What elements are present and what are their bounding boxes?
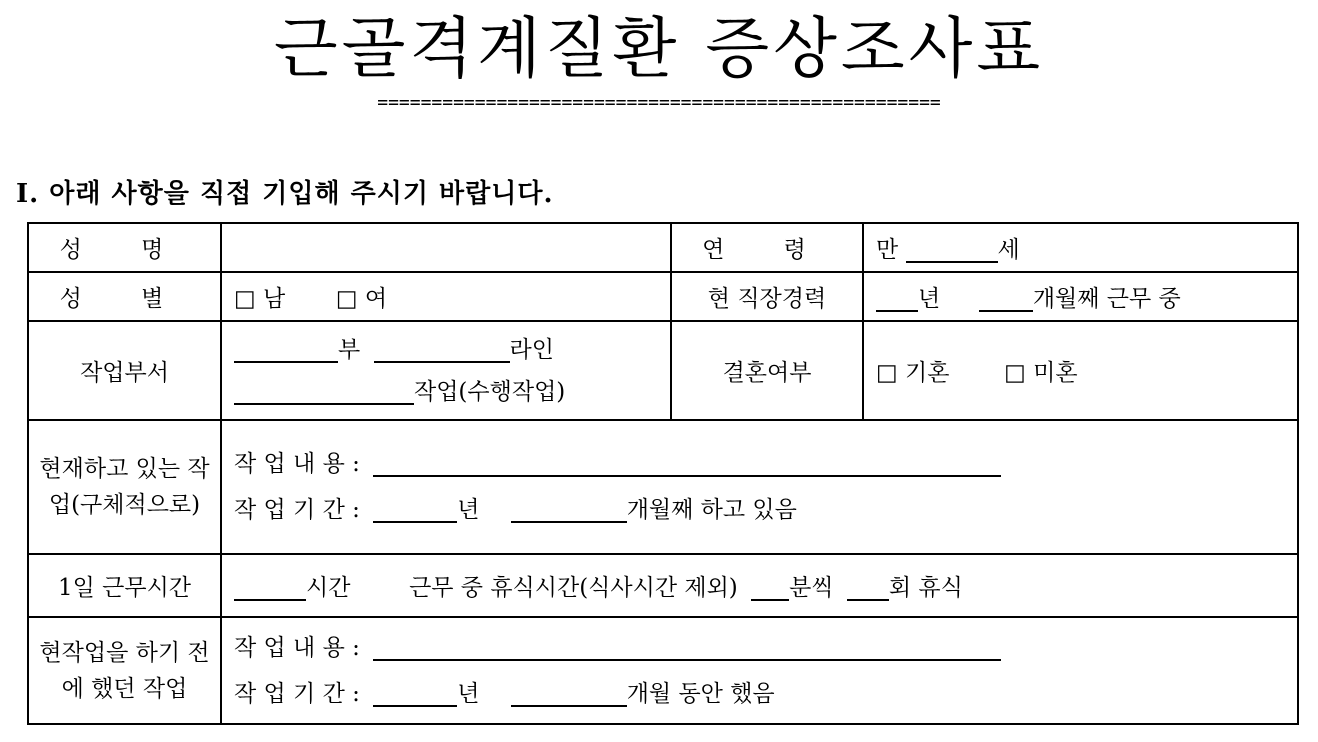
- gender-female-checkbox[interactable]: □ 여: [335, 286, 388, 312]
- title-underline: ====================================================: [377, 92, 941, 113]
- career-field: [863, 272, 1298, 321]
- survey-form-table: [27, 222, 1299, 725]
- current-work-content-blank[interactable]: [373, 451, 1001, 477]
- marriage-label: 결혼여부: [671, 321, 863, 420]
- row-dept-marriage: [28, 321, 1298, 420]
- name-label: 성 명: [28, 223, 221, 272]
- row-gender-career: [28, 272, 1298, 321]
- row-name-age: [28, 223, 1298, 272]
- dept-line-blank[interactable]: [374, 337, 510, 363]
- rest-times-unit: 회 휴식: [888, 575, 963, 601]
- age-prefix: 만: [876, 237, 899, 263]
- section-heading: I. 아래 사항을 직접 기입해 주시기 바랍니다.: [16, 179, 554, 209]
- hours-blank[interactable]: [234, 575, 306, 601]
- dept-work-blank[interactable]: [234, 379, 414, 405]
- dept-label: 작업부서: [28, 321, 221, 420]
- career-months-blank[interactable]: [979, 286, 1033, 312]
- marriage-married-checkbox[interactable]: □ 기혼: [876, 360, 950, 386]
- row-daily-hours: [28, 554, 1298, 617]
- previous-work-content-blank[interactable]: [373, 635, 1001, 661]
- current-period-months-blank[interactable]: [511, 497, 627, 523]
- previous-period-months-unit: 개월 동안 했음: [626, 680, 775, 707]
- age-label: 연 령: [671, 223, 863, 272]
- current-work-field: [221, 420, 1298, 554]
- daily-hours-field: [221, 554, 1298, 617]
- previous-work-field: [221, 617, 1298, 724]
- previous-period-years-blank[interactable]: [373, 681, 457, 707]
- daily-hours-label: 1일 근무시간: [28, 554, 221, 617]
- career-years-unit: 년: [918, 286, 941, 312]
- marriage-single-checkbox[interactable]: □ 미혼: [1004, 360, 1078, 386]
- current-period-years-blank[interactable]: [373, 497, 457, 523]
- previous-period-months-blank[interactable]: [511, 681, 627, 707]
- gender-field: [221, 272, 671, 321]
- age-blank[interactable]: [906, 237, 998, 263]
- previous-work-period-label: 작 업 기 간 :: [234, 680, 360, 707]
- current-period-years-unit: 년: [457, 497, 480, 523]
- dept-line-unit: 라인: [509, 336, 554, 363]
- hours-unit: 시간: [306, 575, 351, 601]
- career-label: 현 직장경력: [671, 272, 863, 321]
- gender-male-checkbox[interactable]: □ 남: [234, 286, 286, 312]
- current-work-content-label: 작 업 내 용 :: [234, 451, 360, 477]
- rest-minutes-blank[interactable]: [751, 575, 789, 601]
- age-field[interactable]: [863, 223, 1298, 272]
- current-work-label: 현재하고 있는 작업(구체적으로): [28, 420, 221, 554]
- dept-work-unit: 작업(수행작업): [414, 378, 566, 405]
- rest-text: 근무 중 휴식시간(식사시간 제외): [409, 575, 738, 601]
- rest-times-blank[interactable]: [847, 575, 889, 601]
- dept-bu-blank[interactable]: [234, 337, 338, 363]
- current-work-period-label: 작 업 기 간 :: [234, 497, 360, 523]
- marriage-field: [863, 321, 1298, 420]
- rest-minutes-unit: 분씩: [789, 575, 834, 601]
- gender-label: 성 별: [28, 272, 221, 321]
- row-current-work: [28, 420, 1298, 554]
- dept-bu-unit: 부: [338, 336, 361, 363]
- row-previous-work: [28, 617, 1298, 724]
- previous-work-label: 현작업을 하기 전에 했던 작업: [28, 617, 221, 724]
- current-period-months-unit: 개월째 하고 있음: [626, 497, 797, 523]
- form-title: 근골격계질환 증상조사표: [273, 10, 1045, 87]
- previous-work-content-label: 작 업 내 용 :: [234, 634, 360, 661]
- previous-period-years-unit: 년: [457, 680, 480, 707]
- career-months-unit: 개월째 근무 중: [1032, 286, 1181, 312]
- age-suffix: 세: [997, 237, 1020, 263]
- dept-field: [221, 321, 671, 420]
- career-years-blank[interactable]: [876, 286, 918, 312]
- name-field[interactable]: [221, 223, 671, 272]
